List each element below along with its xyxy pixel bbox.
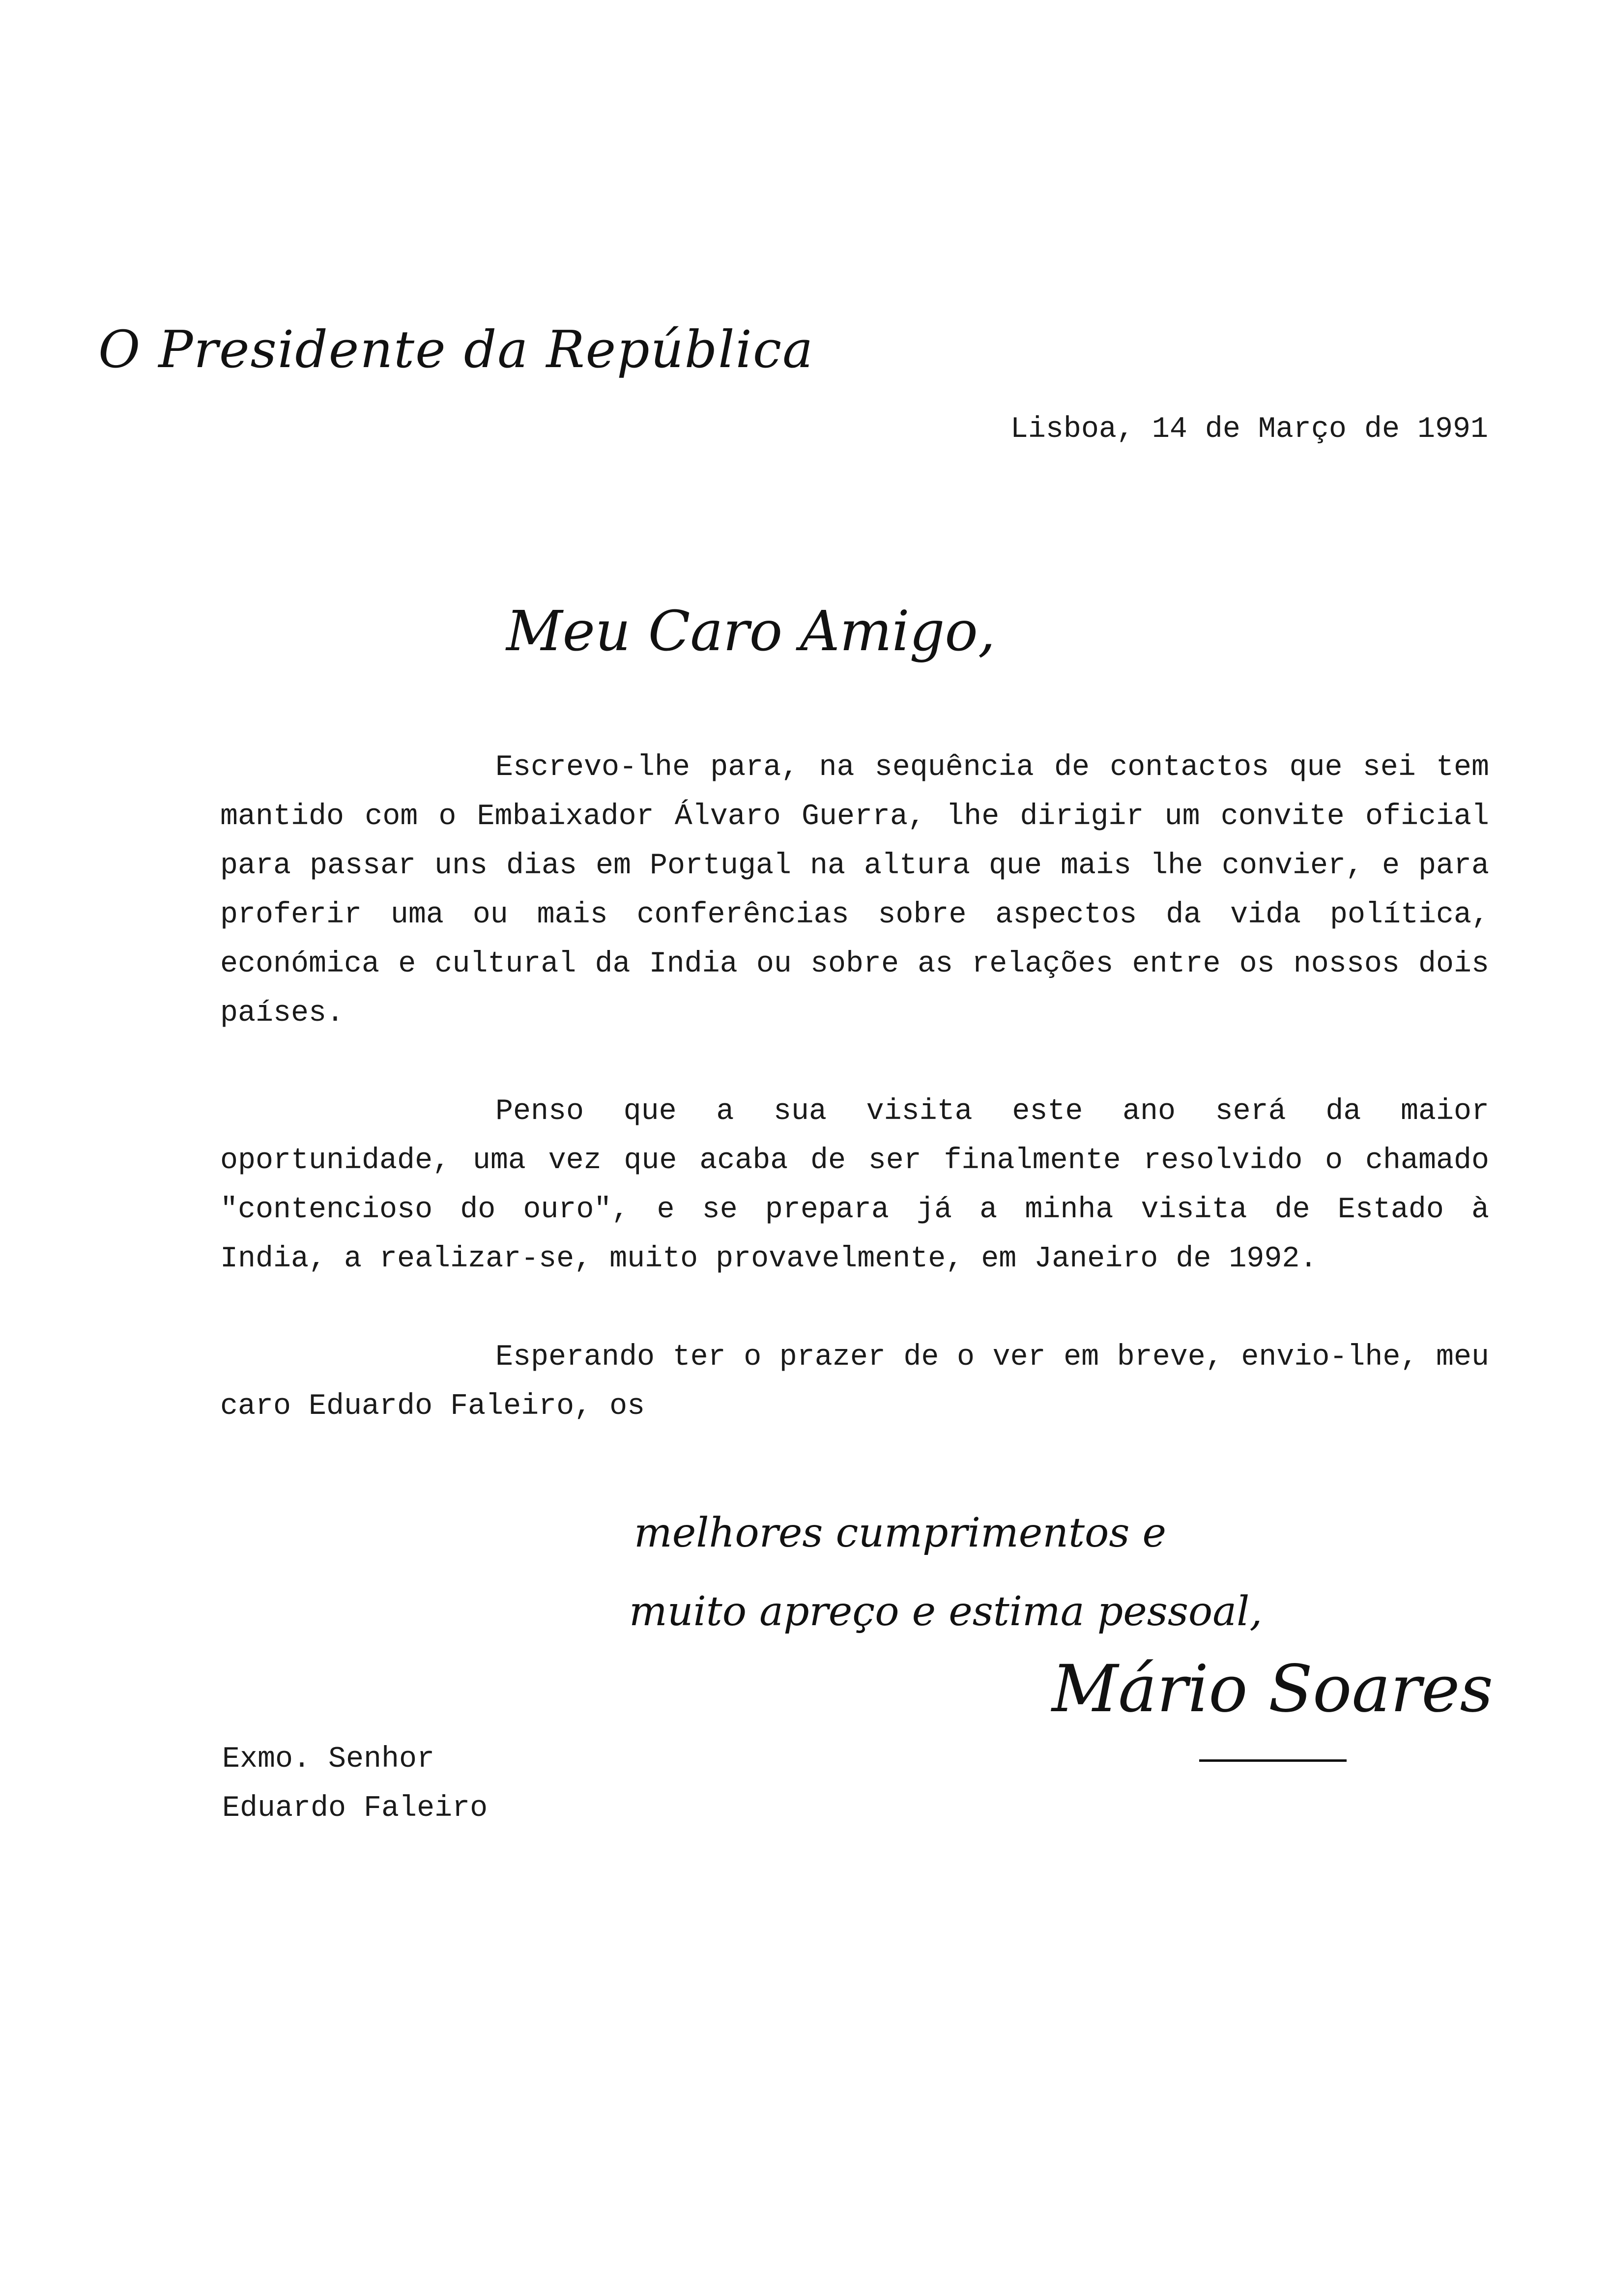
handwritten-salutation: Meu Caro Amigo, — [506, 600, 996, 663]
letterhead-title: O Presidente da República — [98, 319, 814, 379]
signature: Mário Soares — [1052, 1651, 1494, 1727]
addressee-line-1: Exmo. Senhor — [222, 1743, 435, 1776]
signature-underline — [1199, 1759, 1347, 1762]
date-line: Lisboa, 14 de Março de 1991 — [1010, 413, 1488, 446]
handwritten-closing-line-1: melhores cumprimentos e — [634, 1510, 1167, 1556]
addressee-line-2: Eduardo Faleiro — [222, 1792, 488, 1825]
addressee-block — [222, 1735, 488, 1833]
body-paragraph-1: Escrevo-lhe para, na sequência de contactos que sei tem mantido com o Embaixador Álvaro Guerra, lhe dirigir um convite oficial para passar uns dias em Portugal na altura que mais lhe convier, e para proferir uma ou mais conferências sobre aspectos da vida política, económica e cultural da India ou sobre as relações entre os nossos dois países. — [220, 751, 1489, 1030]
body-paragraph-2: Penso que a sua visita este ano será da maior oportunidade, uma vez que acaba de ser finalmente resolvido o chamado "contencioso do ouro", e se prepara já a minha visita de Estado à India, a realizar-se, muito provavelmente, em Janeiro de 1992. — [220, 1095, 1489, 1276]
closing-paragraph: Esperando ter o prazer de o ver em breve, envio-lhe, meu caro Eduardo Faleiro, os — [220, 1341, 1489, 1423]
letter-body — [220, 743, 1489, 1431]
handwritten-closing-line-2: muito apreço e estima pessoal, — [629, 1588, 1263, 1635]
